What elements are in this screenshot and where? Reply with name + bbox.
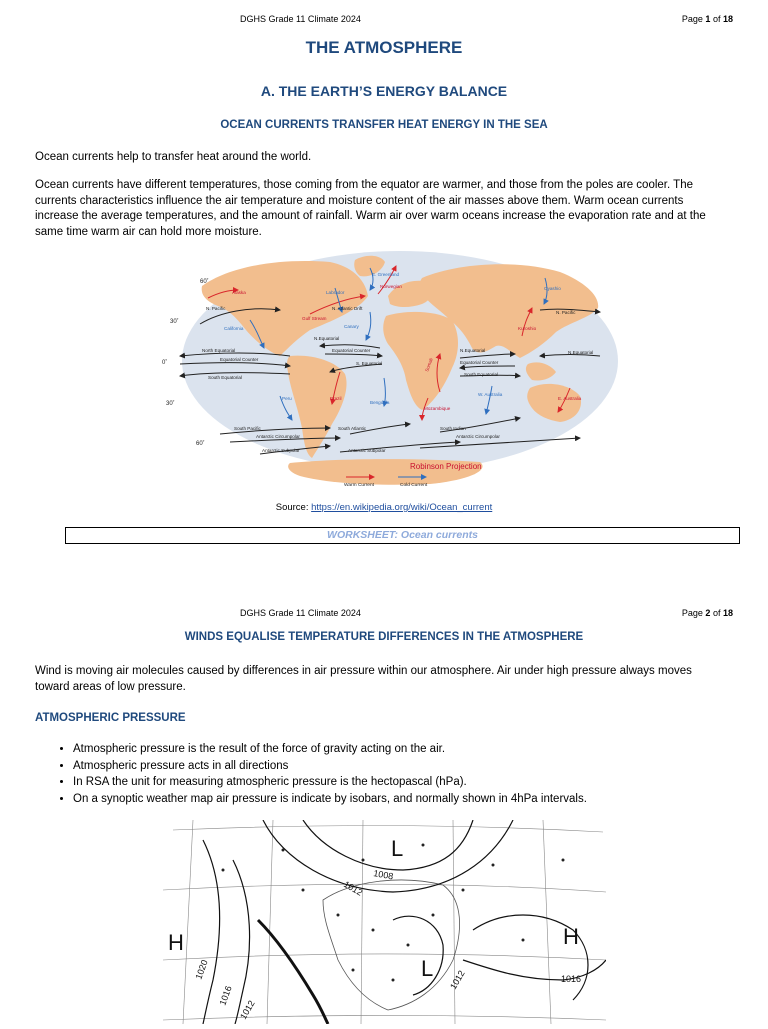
label-antarctic-circumpolar-east: Antarctic Circumpolar xyxy=(456,434,500,439)
page-number: Page 1 of 18 xyxy=(681,14,733,24)
bullet-item: • In RSA the unit for measuring atmospheric pressure is the hectopascal (hPa). xyxy=(73,774,587,791)
source-line xyxy=(0,502,768,513)
label-n-pacific-east: N. Pacific xyxy=(556,310,576,315)
label-peru: Peru xyxy=(282,396,292,401)
label-equatorial-counter-indian: Equatorial Counter xyxy=(460,360,499,365)
label-benguela: Benguela xyxy=(370,400,390,405)
lat-label-equator: 0˚ xyxy=(162,360,168,366)
label-labrador: Labrador xyxy=(326,290,345,295)
high-pressure-label-east: H xyxy=(563,924,579,949)
worksheet-link-box[interactable]: WORKSHEET: Ocean currents xyxy=(65,527,740,544)
paragraph-currents: Ocean currents have different temperatures, those coming from the equator are warmer, and those from the poles are cooler. The currents characteristics influence the air temperature and moisture content of the air masses above them. Warm ocean currents increase the average temperatures, and the amount of rainfall. Warm air over warm oceans increase the evaporation rate and at the same time warm air can hold more moisture. xyxy=(35,179,706,238)
label-s-equatorial-atlantic: S. Equatorial xyxy=(356,361,383,366)
label-n-equatorial-atlantic: N.Equatorial xyxy=(314,336,340,341)
label-e-australia: E. Australia xyxy=(558,396,582,401)
label-alaska: Alaska xyxy=(232,290,246,295)
map-projection-label: Robinson Projection xyxy=(410,462,482,471)
lat-label-60s: 60˚ xyxy=(196,441,205,447)
ocean-currents-map xyxy=(160,248,620,493)
pressure-bullet-list xyxy=(35,741,587,807)
label-south-pacific: South Pacific xyxy=(234,426,261,431)
isobar-label-1020: 1020 xyxy=(193,958,210,981)
label-oyashio: Oyashio xyxy=(544,286,561,291)
label-norwegian: Norwegian xyxy=(380,284,402,289)
label-e-greenland: E. Greenland xyxy=(372,272,400,277)
doc-header-title-page2: DGHS Grade 11 Climate 2024 xyxy=(240,608,361,618)
label-equatorial-counter-west: Equatorial Counter xyxy=(220,357,259,362)
label-south-indian: South Indian xyxy=(440,426,466,431)
label-antarctic-subpolar-center: Antarctic Subpolar xyxy=(348,448,386,453)
label-south-equatorial-indian: South Equatorial xyxy=(464,372,498,377)
legend-cold-label: Cold Current xyxy=(400,483,428,488)
isobar-label-1012-center: 1012 xyxy=(448,968,467,991)
bullet-item: • Atmospheric pressure acts in all directions xyxy=(73,758,587,775)
ocean-currents-map-svg xyxy=(160,248,620,493)
source-label: Source: xyxy=(275,502,309,513)
lat-label-30s: 30˚ xyxy=(166,401,175,407)
label-n-equatorial-indian: N.Equatorial xyxy=(460,348,486,353)
winds-heading: WINDS EQUALISE TEMPERATURE DIFFERENCES IN THE ATMOSPHERE xyxy=(184,631,584,643)
label-antarctic-subpolar-west: Antarctic Subpolar xyxy=(262,448,300,453)
label-somali: Somali xyxy=(424,357,434,373)
label-south-atlantic: South Atlantic xyxy=(338,426,367,431)
synoptic-map-svg xyxy=(163,820,606,1024)
isobar-label-1016-west: 1016 xyxy=(217,984,234,1007)
label-brazil: Brazil xyxy=(330,396,342,401)
isobar-label-1012-north: 1012 xyxy=(342,879,365,898)
paragraph-wind: Wind is moving air molecules caused by differences in air pressure within our atmosphere. Air under high pressure always moves toward areas of low pressure. xyxy=(35,665,692,693)
isobar-label-1016-east: 1016 xyxy=(561,974,582,984)
low-pressure-label-north: L xyxy=(391,836,404,861)
label-gulf-stream: Gulf Stream xyxy=(302,316,327,321)
label-mozambique: Mozambique xyxy=(424,406,451,411)
isobar-label-1012-west: 1012 xyxy=(238,998,257,1021)
label-kuroshio: Kuroshio xyxy=(518,326,537,331)
label-n-equatorial-east: N.Equatorial xyxy=(568,350,594,355)
label-n-pacific-west: N. Pacific xyxy=(206,306,226,311)
paragraph-intro: Ocean currents help to transfer heat around the world. xyxy=(35,151,312,163)
label-north-equatorial-west: North Equatorial xyxy=(202,348,236,353)
lat-label-60n: 60˚ xyxy=(200,279,209,285)
low-pressure-label-center: L xyxy=(421,956,434,981)
subsection-heading: OCEAN CURRENTS TRANSFER HEAT ENERGY IN THE SEA xyxy=(220,119,548,131)
synoptic-weather-map xyxy=(163,820,606,1024)
source-link[interactable]: https://en.wikipedia.org/wiki/Ocean_current xyxy=(311,502,493,513)
doc-header-title: DGHS Grade 11 Climate 2024 xyxy=(240,14,361,24)
page-number-page2: Page 2 of 18 xyxy=(681,608,733,618)
lat-label-30n: 30˚ xyxy=(170,319,179,325)
bullet-item: • On a synoptic weather map air pressure is indicate by isobars, and normally shown in 4hPa intervals. xyxy=(73,791,587,808)
bullet-item: • Atmospheric pressure is the result of the force of gravity acting on the air. xyxy=(73,741,587,758)
high-pressure-label-west: H xyxy=(168,930,184,955)
page-title: THE ATMOSPHERE xyxy=(305,38,463,57)
label-n-atlantic-drift: N. Atlantic Drift xyxy=(332,306,363,311)
label-equatorial-counter-atlantic: Equatorial Counter xyxy=(332,348,371,353)
label-antarctic-circumpolar-west: Antarctic Circumpolar xyxy=(256,434,300,439)
label-south-equatorial-west: South Equatorial xyxy=(208,375,242,380)
label-canary: Canary xyxy=(344,324,359,329)
label-california: California xyxy=(224,326,244,331)
isobar-label-1008: 1008 xyxy=(372,868,395,882)
atmospheric-pressure-heading: ATMOSPHERIC PRESSURE xyxy=(35,712,186,724)
legend-warm-label: Warm Current xyxy=(344,483,374,488)
label-w-australia: W. Australia xyxy=(478,392,503,397)
section-heading: A. THE EARTH’S ENERGY BALANCE xyxy=(260,83,508,99)
